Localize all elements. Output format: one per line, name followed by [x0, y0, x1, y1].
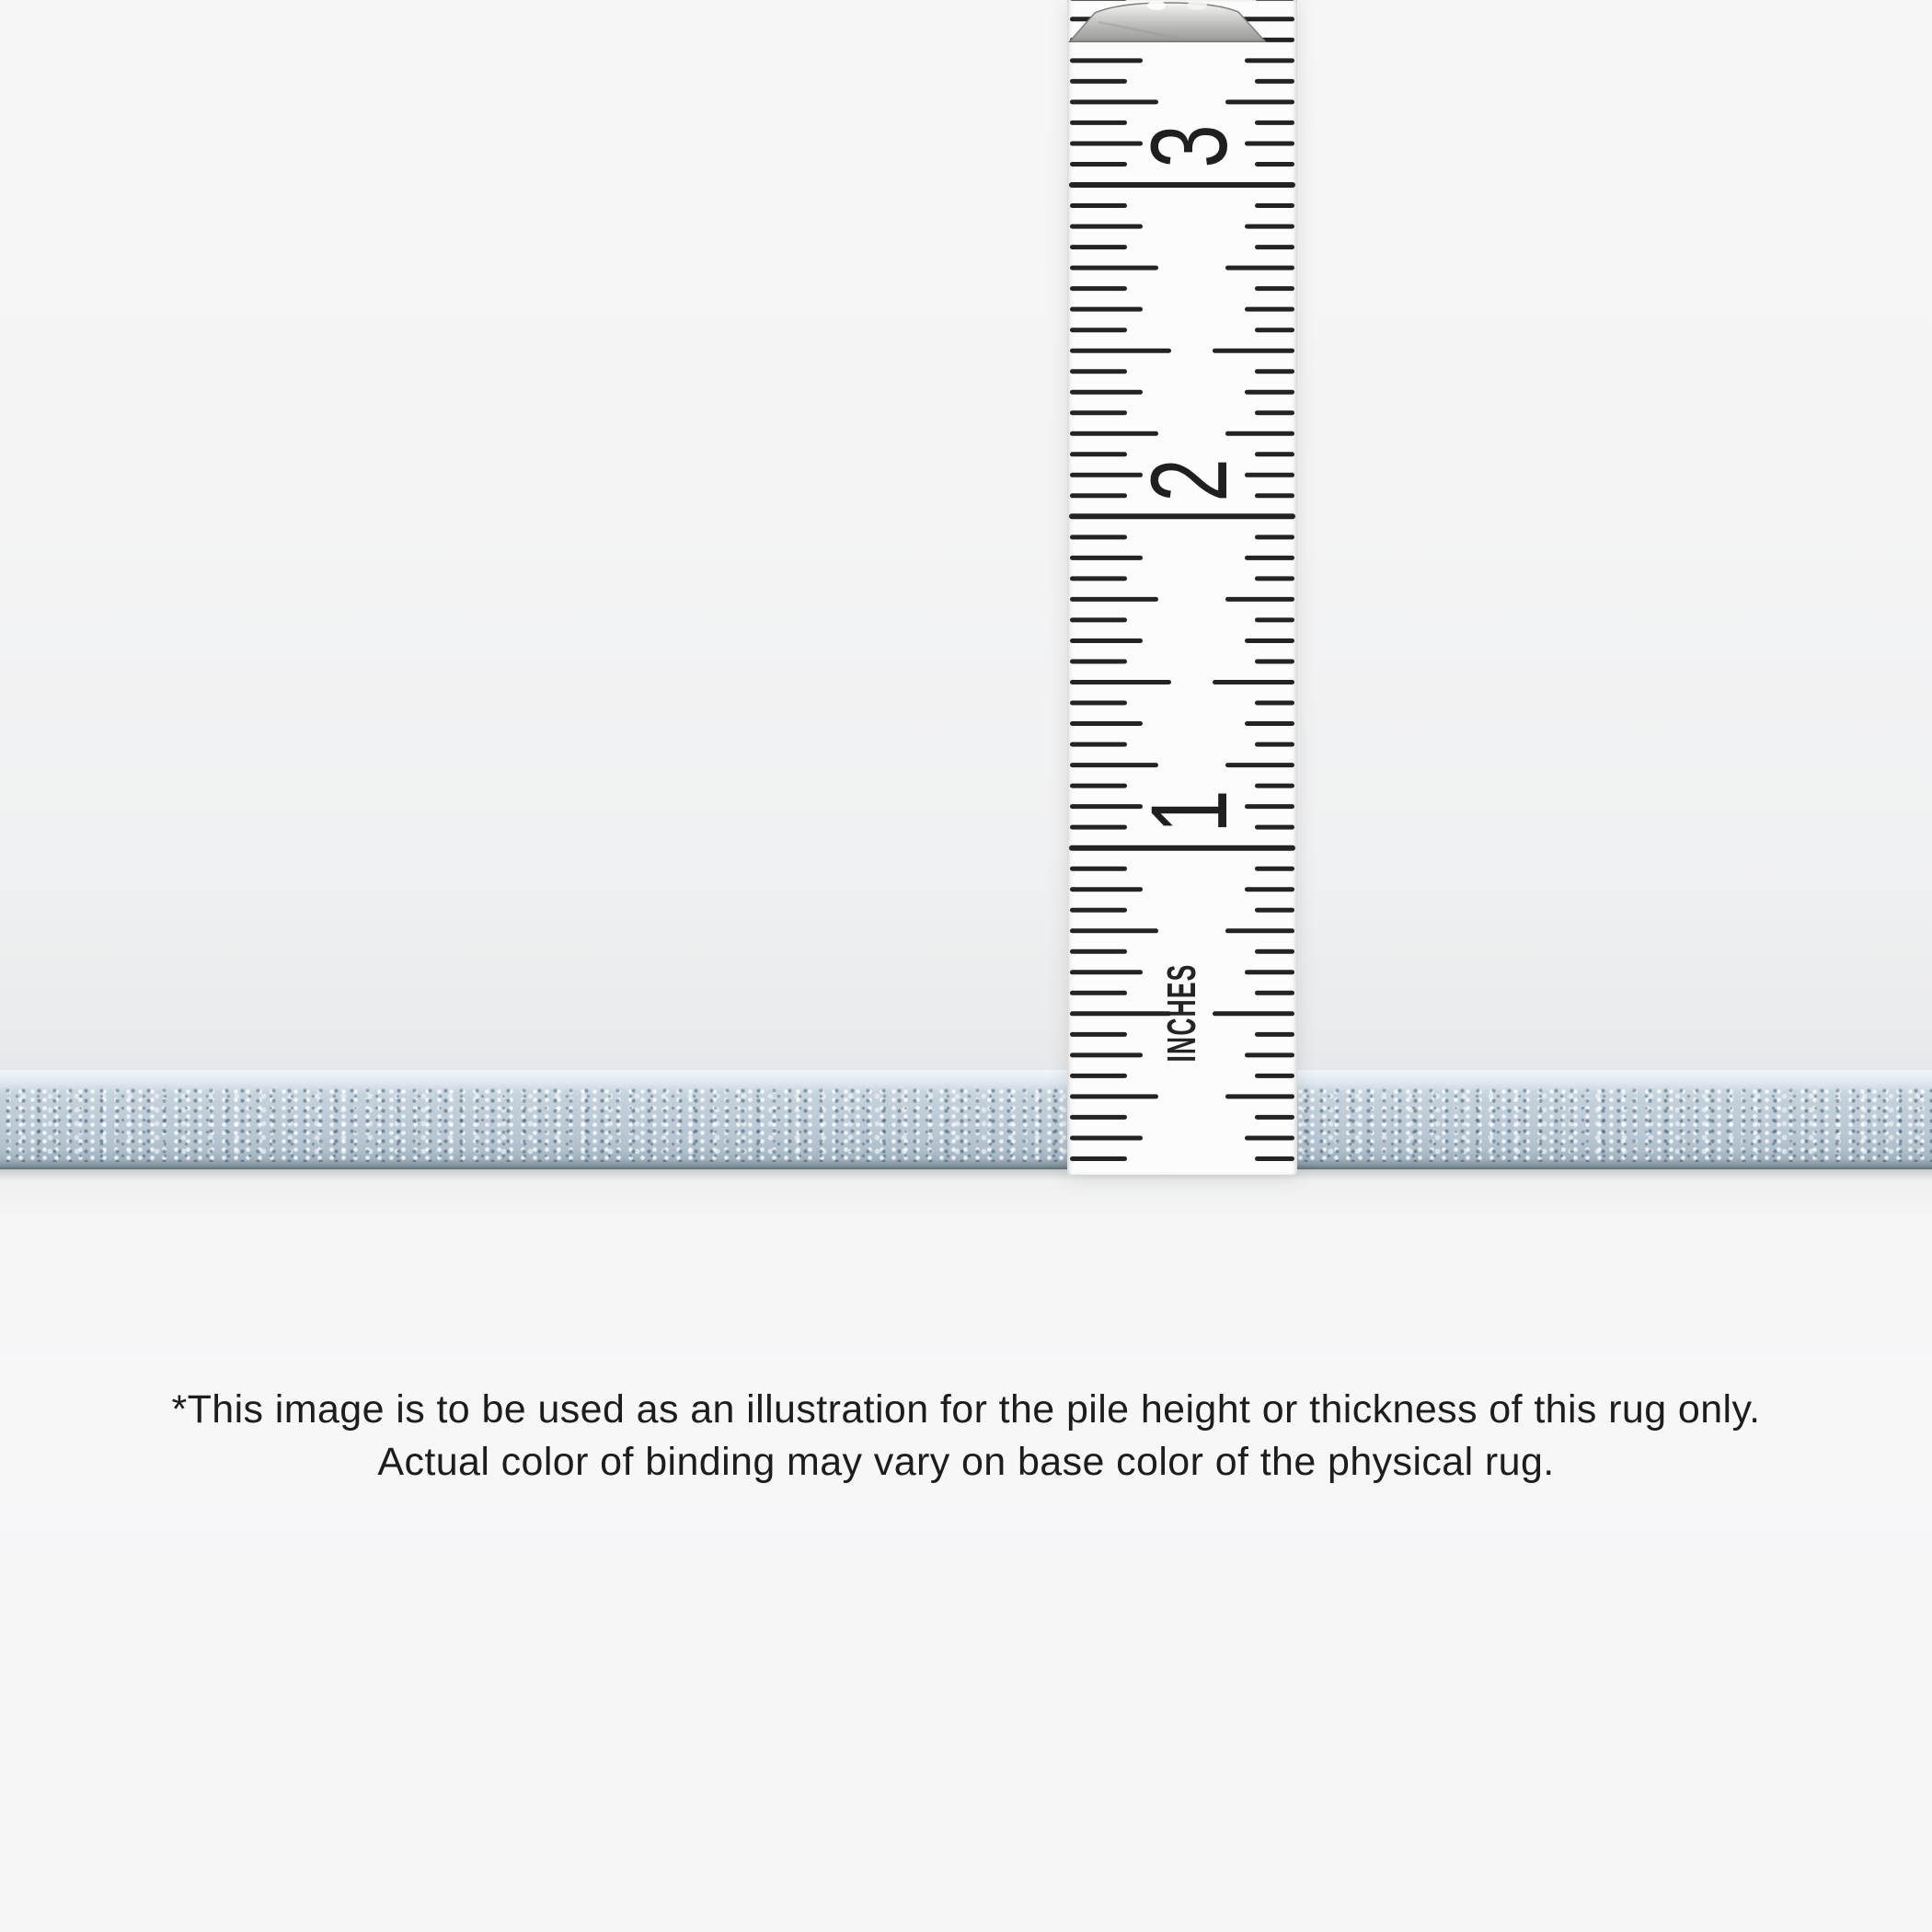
- rug-shadow: [0, 1169, 1932, 1180]
- ruler-metal-end-clip-icon: [1067, 0, 1268, 42]
- caption-line-2: Actual color of binding may vary on base color of the physical rug.: [377, 1440, 1555, 1484]
- floor-surface: [0, 1169, 1932, 1932]
- rug-edge: [0, 1070, 1932, 1169]
- ruler-number-2: 2: [1129, 458, 1250, 502]
- ruler: [1067, 0, 1297, 1175]
- caption: [0, 1384, 1932, 1489]
- ruler-number-3: 3: [1129, 124, 1250, 168]
- caption-line-1: *This image is to be used as an illustration for the pile height or thickness of this rug only.: [171, 1387, 1761, 1432]
- ruler-unit-label: INCHES: [1159, 963, 1204, 1063]
- ruler-number-1: 1: [1129, 789, 1250, 834]
